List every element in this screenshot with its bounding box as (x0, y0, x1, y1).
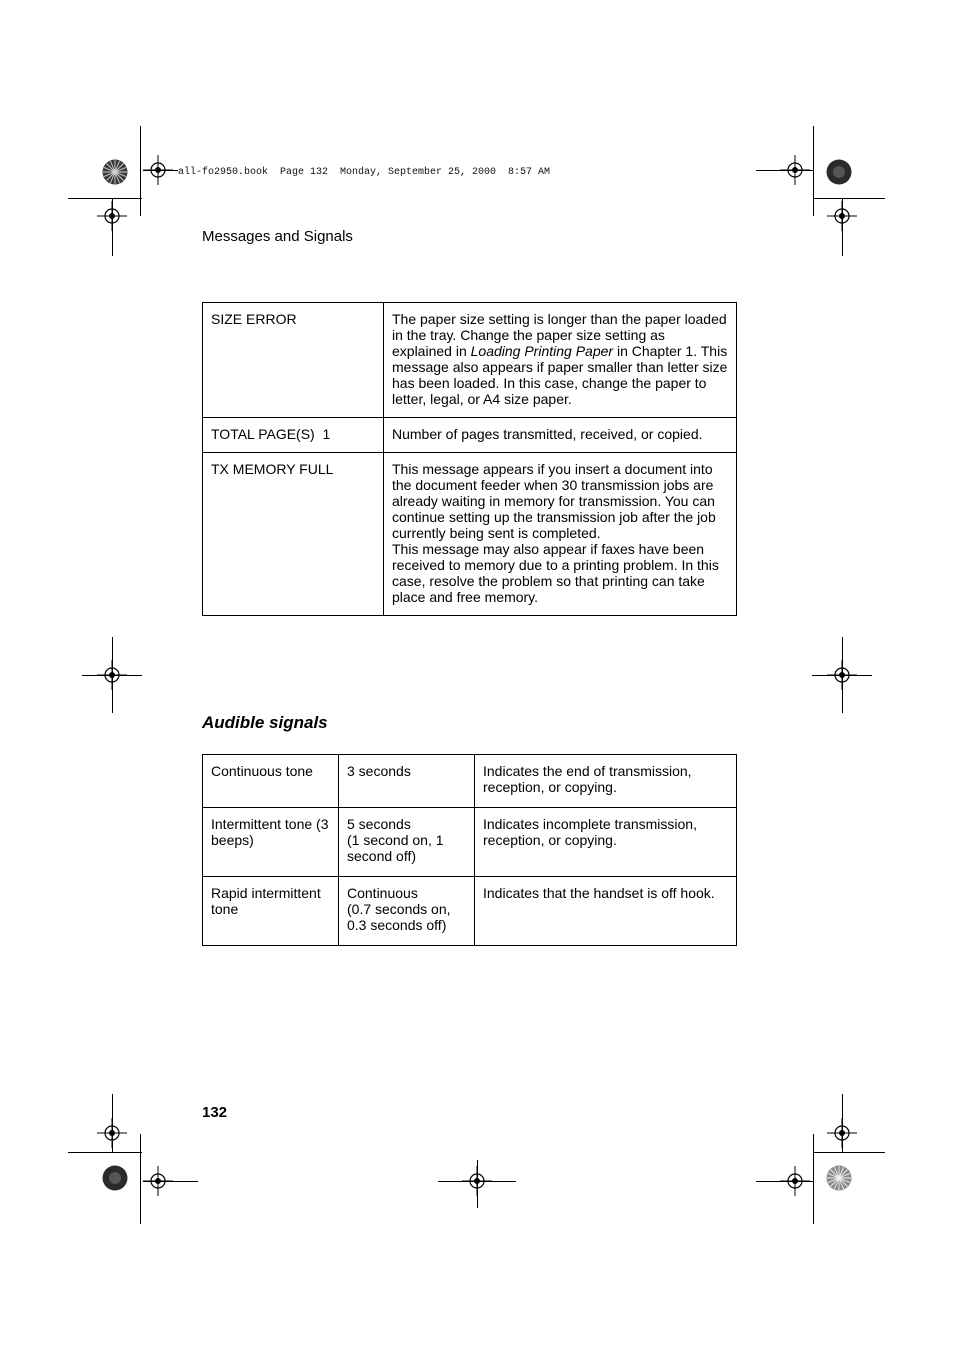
message-description: Number of pages transmitted, received, or copied. (384, 418, 737, 453)
signal-name: Rapid intermittent tone (203, 877, 339, 946)
table-row (203, 303, 737, 418)
messages-table (202, 302, 737, 616)
crop-mark-icon (68, 198, 142, 199)
audible-signals-title: Audible signals (202, 713, 328, 732)
crop-mark-icon (143, 1181, 198, 1182)
table-row (203, 453, 737, 616)
message-description: The paper size setting is longer than the paper loaded in the tray. Change the paper size setting as explained in Loading Printing Paper in Chapter 1. This message also appears if paper smaller than letter size has been loaded. In this case, change the paper to letter, legal, or A4 size paper. (384, 303, 737, 418)
crop-mark-icon (813, 1152, 885, 1153)
signal-name: Intermittent tone (3 beeps) (203, 808, 339, 877)
color-bar-star-icon (102, 159, 128, 185)
registration-mark-icon (97, 201, 127, 231)
crop-mark-icon (477, 1160, 478, 1208)
signal-duration: Continuous (0.7 seconds on, 0.3 seconds off) (339, 877, 475, 946)
table-row (203, 877, 737, 946)
crop-mark-icon (140, 1134, 141, 1224)
registration-mark-icon (827, 201, 857, 231)
crop-mark-icon (756, 170, 813, 171)
page-number: 132 (202, 1104, 228, 1121)
crop-mark-icon (813, 198, 885, 199)
message-description: This message appears if you insert a document into the document feeder when 30 transmission jobs are already waiting in memory for transmission. You can continue setting up the transmission job after the job currently being sent is completed. This message may also appear if faxes have been received to memory due to a printing problem. In this case, resolve the problem so that printing can take place and free memory. (384, 453, 737, 616)
crop-mark-icon (143, 170, 178, 171)
color-bar-star-icon (826, 1165, 852, 1191)
registration-mark-icon (97, 1118, 127, 1148)
message-name: SIZE ERROR (203, 303, 384, 418)
crop-mark-icon (756, 1181, 813, 1182)
crop-mark-icon (140, 126, 141, 216)
print-header: all-fo2950.book Page 132 Monday, September 25, 2000 8:57 AM (178, 167, 551, 178)
message-name: TX MEMORY FULL (203, 453, 384, 616)
signal-duration: 5 seconds (1 second on, 1 second off) (339, 808, 475, 877)
color-bar-star-icon (102, 1165, 128, 1191)
signal-meaning: Indicates the end of transmission, reception, or copying. (475, 755, 737, 808)
signal-name: Continuous tone (203, 755, 339, 808)
signal-duration: 3 seconds (339, 755, 475, 808)
crop-mark-icon (812, 675, 872, 676)
section-heading: Messages and Signals (202, 228, 353, 245)
color-bar-star-icon (826, 159, 852, 185)
table-row (203, 808, 737, 877)
audible-signals-table (202, 754, 737, 946)
table-row (203, 418, 737, 453)
crop-mark-icon (813, 126, 814, 216)
signal-meaning: Indicates incomplete transmission, reception, or copying. (475, 808, 737, 877)
registration-mark-icon (827, 1118, 857, 1148)
table-row (203, 755, 737, 808)
crop-mark-icon (813, 1134, 814, 1224)
crop-mark-icon (68, 1152, 142, 1153)
crop-mark-icon (82, 675, 142, 676)
message-name: TOTAL PAGE(S) 1 (203, 418, 384, 453)
signal-meaning: Indicates that the handset is off hook. (475, 877, 737, 946)
